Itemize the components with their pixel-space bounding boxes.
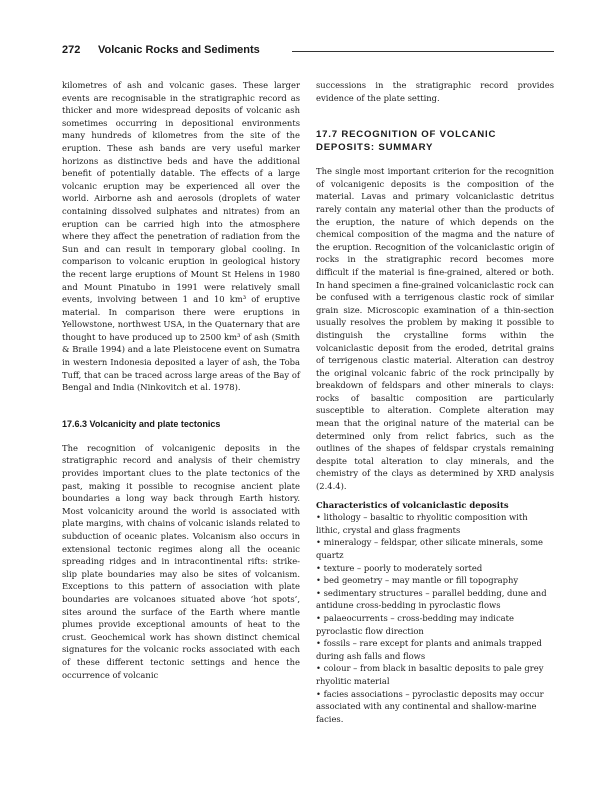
right-paragraph-0: successions in the stratigraphic record provides evidence of the plate setting. [316, 80, 554, 103]
list-item: • mineralogy – feldspar, other silicate minerals, some quartz [316, 536, 554, 561]
section-heading-17-6-3: 17.6.3 Volcanicity and plate tectonics [62, 418, 221, 429]
right-column [316, 79, 554, 725]
list-item: • palaeocurrents – cross-bedding may indicate pyroclastic flow direction [316, 612, 554, 637]
characteristics-heading: Characteristics of volcaniclastic deposits [316, 499, 509, 510]
running-title: Volcanic Rocks and Sediments [98, 44, 260, 56]
list-item: • colour – from black in basaltic deposits to pale grey rhyolitic material [316, 662, 554, 687]
list-item: • lithology – basaltic to rhyolitic composition with lithic, crystal and glass fragments [316, 511, 554, 536]
left-paragraph-1: kilometres of ash and volcanic gases. These larger events are recognisable in the stratigraphic record as thicker and more widespread deposits of volcanic ash sometimes occurring in depositional environments many hundreds of kilometres from the site of the eruption. These ash bands are very useful marker horizons as distinctive beds and have the additional benefit of potentially datable. The effects of a large volcanic eruption may be experienced all over the world. Airborne ash and aerosols (droplets of water containing dissolved sulphates and nitrates) from an eruption can be carried high into the atmosphere where they affect the penetration of radiation from the Sun and can result in temporary global cooling. In comparison to volcanic eruption in geological history the recent large eruptions of Mount St Helens in 1980 and Mount Pinatubo in 1991 were relatively small events, involving between 1 and 10 km³ of eruptive material. In comparison there were eruptions in Yellowstone, northwest USA, in the Quaternary that are thought to have produced up to 2500 km³ of ash (Smith & Braile 1994) and a late Pleistocene event on Sumatra in western Indonesia deposited a layer of ash, the Toba Tuff, that can be traced across large areas of the Bay of Bengal and India (Ninkovitch et al. 1978). [62, 80, 300, 393]
left-paragraph-2: The recognition of volcanigenic deposits in the stratigraphic record and analysis of their chemistry provides important clues to the plate tectonics of the past, making it possible to recognise ancient plate boundaries a long way back through Earth history. Most volcanicity around the world is associated with plate margins, with chains of volcanic islands related to subduction of oceanic plates. Volcanism also occurs in extensional tectonic regimes along all the oceanic spreading ridges and in intracontinental rifts: strike-slip plate boundaries may also be sites of volcanism. Exceptions to this pattern of association with plate boundaries are volcanoes situated above ‘hot spots’, sites around the surface of the Earth where mantle plumes provide exceptional amounts of heat to the crust. Geochemical work has shown distinct chemical signatures for the volcanic rocks associated with each of these different tectonic settings and hence the occurrence of volcanic [62, 442, 300, 680]
section-heading-17-7: 17.7 RECOGNITION OF VOLCANIC DEPOSITS: SUMMARY [316, 129, 497, 154]
right-paragraph-1: The single most important criterion for the recognition of volcanigenic deposits is the composition of the material. Lavas and primary volcaniclastic detritus rarely contain any material other than the products of the eruption, the nature of which depends on the chemical composition of the magma and the nature of the eruption. Recognition of the volcaniclastic origin of rocks in the stratigraphic record becomes more difficult if the material is fine-grained, altered or both. In hand specimen a fine-grained volcaniclastic rock can be confused with a terrigenous clastic rock of similar grain size. Microscopic examination of a thin-section usually resolves the problem by making it possible to distinguish the crystalline forms within the volcaniclastic deposit from the eroded, detrital grains of terrigenous clastic material. Alteration can destroy the original volcanic fabric of the rock principally by breakdown of feldspars and other minerals to clays: rocks of basaltic composition are particularly susceptible to alteration. Complete alteration may mean that the original nature of the material can be determined only from relict fabrics, such as the outlines of the shapes of feldspar crystals remaining despite total alteration to clay minerals, and the chemistry of the clays as determined by XRD analysis (2.4.4). [316, 166, 554, 492]
list-item: • texture – poorly to moderately sorted [316, 562, 554, 575]
page-number: 272 [62, 44, 81, 56]
left-column [62, 79, 300, 681]
header-rule [292, 51, 554, 52]
list-item: • facies associations – pyroclastic deposits may occur associated with any continental and shallow-marine facies. [316, 688, 554, 726]
list-item: • bed geometry – may mantle or fill topography [316, 574, 554, 587]
characteristics-list [316, 511, 554, 725]
running-header [62, 44, 554, 62]
list-item: • fossils – rare except for plants and animals trapped during ash falls and flows [316, 637, 554, 662]
list-item: • sedimentary structures – parallel bedding, dune and antidune cross-bedding in pyroclastic flows [316, 587, 554, 612]
